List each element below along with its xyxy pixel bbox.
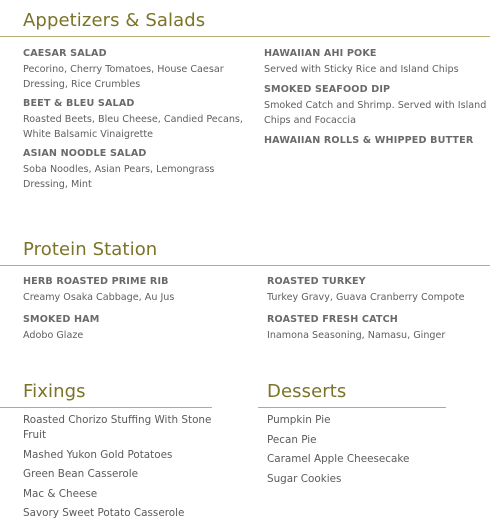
list-item: Pumpkin Pie xyxy=(267,414,331,426)
list-item: Savory Sweet Potato Casserole xyxy=(23,507,185,519)
list-item: Caramel Apple Cheesecake xyxy=(267,453,410,465)
appetizers-right-column xyxy=(264,48,494,146)
item-name: HERB ROASTED PRIME RIB xyxy=(23,276,169,287)
section-divider xyxy=(0,36,490,37)
appetizers-left-column xyxy=(23,48,248,192)
menu-item xyxy=(23,276,253,305)
desserts-list xyxy=(267,413,487,491)
section-title-desserts: Desserts xyxy=(267,381,347,402)
item-description: Adobo Glaze xyxy=(23,330,84,341)
item-name: CAESAR SALAD xyxy=(23,48,107,59)
list-item: Roasted Chorizo Stuffing With Stone Fruit xyxy=(23,414,212,441)
item-description: Soba Noodles, Asian Pears, Lemongrass Dressing, Mint xyxy=(23,164,215,190)
menu-item xyxy=(264,135,494,146)
item-description: Turkey Gravy, Guava Cranberry Compote xyxy=(267,292,465,303)
menu-item xyxy=(23,98,248,142)
item-description: Smoked Catch and Shrimp. Served with Island Chips and Focaccia xyxy=(264,100,487,126)
item-description: Pecorino, Cherry Tomatoes, House Caesar Dressing, Rice Crumbles xyxy=(23,64,224,90)
fixings-list xyxy=(23,413,213,526)
list-item: Mac & Cheese xyxy=(23,487,98,500)
item-name: SMOKED SEAFOOD DIP xyxy=(264,84,391,95)
menu-item xyxy=(23,48,248,92)
item-description: Served with Sticky Rice and Island Chips xyxy=(264,64,459,75)
section-title-protein: Protein Station xyxy=(23,239,158,260)
menu-item xyxy=(23,314,253,343)
menu-item xyxy=(267,314,497,343)
item-name: ASIAN NOODLE SALAD xyxy=(23,148,147,159)
protein-right-column xyxy=(267,276,497,343)
item-name: SMOKED HAM xyxy=(23,314,100,325)
item-name: HAWAIIAN ROLLS & WHIPPED BUTTER xyxy=(264,135,474,146)
section-title-fixings: Fixings xyxy=(23,381,86,402)
protein-left-column xyxy=(23,276,253,343)
item-name: HAWAIIAN AHI POKE xyxy=(264,48,377,59)
menu-item xyxy=(264,48,494,77)
item-description: Roasted Beets, Bleu Cheese, Candied Pecans, White Balsamic Vinaigrette xyxy=(23,114,243,140)
item-name: ROASTED TURKEY xyxy=(267,276,366,287)
item-name: BEET & BLEU SALAD xyxy=(23,98,135,109)
section-title-appetizers: Appetizers & Salads xyxy=(23,10,206,31)
item-name: ROASTED FRESH CATCH xyxy=(267,314,398,325)
section-divider xyxy=(0,407,212,408)
menu-item xyxy=(23,148,248,192)
item-description: Creamy Osaka Cabbage, Au Jus xyxy=(23,292,175,303)
item-description: Inamona Seasoning, Namasu, Ginger xyxy=(267,330,446,341)
list-item: Green Bean Casserole xyxy=(23,468,139,480)
list-item: Mashed Yukon Gold Potatoes xyxy=(23,448,173,461)
list-item: Sugar Cookies xyxy=(267,472,342,485)
section-divider xyxy=(0,265,490,266)
menu-item xyxy=(267,276,497,305)
list-item: Pecan Pie xyxy=(267,433,317,446)
section-divider xyxy=(258,407,446,408)
menu-item xyxy=(264,84,494,128)
